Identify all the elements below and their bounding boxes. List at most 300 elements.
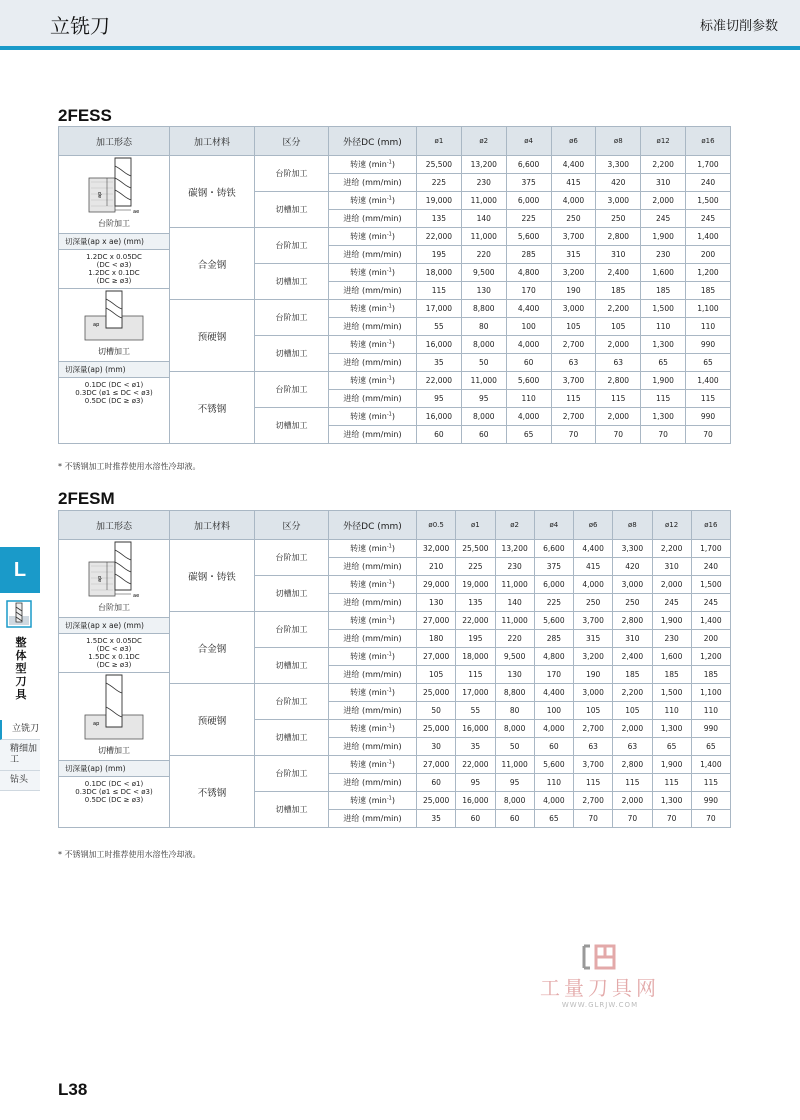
speed-value: 1,400 [686,228,731,246]
speed-value: 6,600 [506,156,551,174]
speed-value: 8,000 [495,792,534,810]
feed-value: 105 [613,702,652,720]
speed-value: 22,000 [456,756,495,774]
speed-value: 4,800 [534,648,573,666]
unit-superscript: -1 [386,759,392,766]
speed-value: 1,900 [652,756,691,774]
endmill-icon [6,600,32,628]
sidebar-vertical-char: 型 [15,662,27,675]
feed-value: 130 [461,282,506,300]
watermark-logo-icon [580,942,620,970]
material-cell: 预硬钢 [170,300,255,372]
feed-value: 185 [652,666,691,684]
feed-value: 70 [686,426,731,444]
feed-value: 230 [461,174,506,192]
side-milling-caption: 台阶加工 [98,219,130,228]
section-title-2fesm: 2FESM [58,489,115,508]
unit-superscript: -1 [386,375,392,382]
speed-value: 1,900 [641,372,686,390]
speed-value: 1,400 [686,372,731,390]
feed-value: 60 [417,774,456,792]
feed-value: 415 [551,174,596,192]
feed-value: 170 [506,282,551,300]
feed-value: 70 [641,426,686,444]
speed-value: 1,900 [641,228,686,246]
feed-value: 220 [461,246,506,264]
speed-value: 2,000 [652,576,691,594]
speed-value: 6,000 [506,192,551,210]
depth-line: 0.5DC (DC ≥ ø3) [84,796,144,804]
feed-value: 63 [551,354,596,372]
speed-value: 2,000 [613,792,652,810]
slot-depth-header: 切深量(ap) (mm) [59,760,169,777]
speed-value: 2,800 [613,612,652,630]
feed-value: 250 [551,210,596,228]
feed-value: 225 [456,558,495,576]
feed-value: 100 [534,702,573,720]
speed-value: 3,300 [596,156,641,174]
ap-label: ap [97,575,103,582]
feed-value: 310 [652,558,691,576]
speed-label: 转速 $(\min^{-1})$ [329,408,417,426]
speed-value: 1,500 [641,300,686,318]
speed-value: 18,000 [417,264,462,282]
feed-value: 115 [686,390,731,408]
ap-label: ap [93,322,100,328]
unit-superscript: -1 [386,723,392,730]
speed-value: 2,800 [613,756,652,774]
feed-value: 95 [456,774,495,792]
speed-value: 1,600 [652,648,691,666]
depth-line: 0.3DC (ø1 ≤ DC < ø3) [75,788,153,796]
feed-label: 进给 (mm/min) [329,210,417,228]
unit-superscript: -1 [386,267,392,274]
speed-value: 1,100 [691,684,730,702]
feed-value: 95 [417,390,462,408]
feed-value: 115 [596,390,641,408]
feed-value: 130 [417,594,456,612]
feed-value: 115 [574,774,613,792]
column-header: 区分 [255,511,329,540]
feed-value: 315 [551,246,596,264]
feed-label: 进给 (mm/min) [329,354,417,372]
cutting-table [58,126,731,444]
feed-value: 250 [574,594,613,612]
speed-value: 1,300 [641,408,686,426]
speed-value: 17,000 [417,300,462,318]
speed-value: 32,000 [417,540,456,558]
diameter-header: ø2 [461,127,506,156]
speed-value: 2,200 [613,684,652,702]
material-cell: 不锈钢 [170,372,255,444]
feed-value: 245 [652,594,691,612]
unit-superscript: -1 [386,687,392,694]
feed-value: 230 [641,246,686,264]
section-letter-tab[interactable]: L [0,547,40,593]
feed-value: 65 [686,354,731,372]
ap-label: ap [93,721,100,727]
diameter-header: ø12 [652,511,691,540]
feed-value: 285 [506,246,551,264]
feed-value: 115 [613,774,652,792]
speed-value: 1,300 [641,336,686,354]
speed-value: 5,600 [506,372,551,390]
column-header: 外径DC (mm) [329,127,417,156]
speed-value: 6,600 [534,540,573,558]
operation-cell: 切槽加工 [255,336,329,372]
feed-value: 185 [641,282,686,300]
speed-label: 转速 $(\min^{-1})$ [329,192,417,210]
diameter-header: ø2 [495,511,534,540]
ap-label: ap [97,191,103,198]
feed-value: 115 [456,666,495,684]
diameter-header: ø16 [691,511,730,540]
feed-value: 135 [417,210,462,228]
unit-superscript: -1 [386,159,392,166]
feed-value: 115 [652,774,691,792]
table-2fesm [58,510,730,828]
column-header: 加工材料 [170,127,255,156]
unit-superscript: -1 [386,339,392,346]
feed-value: 65 [534,810,573,828]
feed-value: 315 [574,630,613,648]
column-header: 外径DC (mm) [329,511,417,540]
feed-value: 310 [641,174,686,192]
feed-value: 105 [417,666,456,684]
depth-line: (DC ≥ ø3) [96,277,132,285]
speed-label: 转速 $(\min^{-1})$ [329,372,417,390]
depth-line: 0.1DC (DC < ø1) [84,780,144,788]
sidebar-vertical-char: 整 [15,636,27,649]
watermark [520,942,680,1009]
feed-value: 65 [652,738,691,756]
speed-value: 2,200 [641,156,686,174]
feed-value: 185 [691,666,730,684]
speed-value: 3,000 [596,192,641,210]
feed-value: 210 [417,558,456,576]
feed-value: 190 [574,666,613,684]
unit-superscript: -1 [386,579,392,586]
speed-value: 13,200 [495,540,534,558]
diameter-header: ø16 [686,127,731,156]
speed-value: 25,000 [417,720,456,738]
depth-line: 1.5DC x 0.05DC [86,637,142,645]
speed-value: 3,700 [574,612,613,630]
feed-value: 310 [596,246,641,264]
material-cell: 合金钢 [170,612,255,684]
speed-value: 1,300 [652,720,691,738]
table-row [59,540,731,558]
feed-value: 230 [652,630,691,648]
feed-value: 60 [506,354,551,372]
feed-value: 70 [691,810,730,828]
speed-label: 转速 $(\min^{-1})$ [329,684,417,702]
table-row [59,156,731,174]
speed-value: 4,400 [551,156,596,174]
operation-cell: 切槽加工 [255,720,329,756]
speed-label: 转速 $(\min^{-1})$ [329,156,417,174]
unit-superscript: -1 [386,615,392,622]
speed-label: 转速 $(\min^{-1})$ [329,336,417,354]
speed-value: 1,400 [691,612,730,630]
side-depth-values [59,634,169,672]
unit-superscript: -1 [386,303,392,310]
sidebar-item-endmill[interactable]: 立铣刀 [0,720,40,740]
speed-value: 4,000 [551,192,596,210]
feed-value: 195 [456,630,495,648]
feed-value: 200 [686,246,731,264]
feed-value: 110 [641,318,686,336]
feed-value: 63 [613,738,652,756]
feed-value: 60 [456,810,495,828]
feed-value: 230 [495,558,534,576]
material-cell: 不锈钢 [170,756,255,828]
feed-value: 240 [686,174,731,192]
depth-line: (DC ≥ ø3) [96,661,132,669]
speed-label: 转速 $(\min^{-1})$ [329,756,417,774]
feed-value: 50 [495,738,534,756]
speed-value: 11,000 [495,576,534,594]
feed-label: 进给 (mm/min) [329,558,417,576]
feed-value: 115 [417,282,462,300]
feed-value: 245 [691,594,730,612]
depth-line: 0.3DC (ø1 ≤ DC < ø3) [75,389,153,397]
feed-value: 185 [686,282,731,300]
feed-value: 110 [686,318,731,336]
speed-value: 2,000 [641,192,686,210]
page-subtitle: 标准切削参数 [699,19,778,34]
speed-value: 11,000 [495,612,534,630]
operation-cell: 台阶加工 [255,684,329,720]
speed-value: 2,000 [596,408,641,426]
feed-value: 190 [551,282,596,300]
speed-value: 990 [691,792,730,810]
speed-value: 2,000 [613,720,652,738]
speed-value: 3,700 [551,228,596,246]
feed-value: 285 [534,630,573,648]
feed-value: 135 [456,594,495,612]
speed-value: 3,000 [613,576,652,594]
diameter-header: ø1 [417,127,462,156]
column-header: 加工形态 [59,511,170,540]
feed-label: 进给 (mm/min) [329,594,417,612]
feed-value: 65 [691,738,730,756]
operation-cell: 切槽加工 [255,648,329,684]
speed-value: 990 [686,408,731,426]
operation-cell: 台阶加工 [255,300,329,336]
feed-value: 95 [461,390,506,408]
diameter-header: ø4 [534,511,573,540]
unit-superscript: -1 [386,795,392,802]
feed-value: 105 [596,318,641,336]
speed-value: 25,000 [417,792,456,810]
feed-value: 70 [596,426,641,444]
unit-superscript: -1 [386,195,392,202]
feed-value: 310 [613,630,652,648]
speed-value: 16,000 [417,336,462,354]
speed-value: 5,600 [534,756,573,774]
speed-value: 1,700 [691,540,730,558]
machining-shape-cell [59,156,170,444]
speed-value: 4,400 [534,684,573,702]
feed-value: 245 [686,210,731,228]
slot-depth-header: 切深量(ap) (mm) [59,361,169,378]
speed-value: 9,500 [461,264,506,282]
feed-value: 420 [596,174,641,192]
speed-value: 2,800 [596,372,641,390]
speed-value: 16,000 [456,792,495,810]
unit-superscript: -1 [386,411,392,418]
speed-value: 8,000 [461,336,506,354]
feed-value: 35 [417,810,456,828]
operation-cell: 台阶加工 [255,612,329,648]
speed-value: 5,600 [506,228,551,246]
diameter-header: ø8 [596,127,641,156]
speed-value: 4,000 [574,576,613,594]
speed-value: 1,200 [691,648,730,666]
speed-value: 4,000 [534,792,573,810]
slot-depth-values [59,378,169,408]
speed-value: 2,700 [574,792,613,810]
feed-value: 55 [456,702,495,720]
ae-label: ae [133,209,140,215]
feed-value: 80 [461,318,506,336]
speed-value: 4,400 [506,300,551,318]
slot-milling-caption: 切槽加工 [98,347,130,356]
diameter-header: ø12 [641,127,686,156]
depth-line: 0.5DC (DC ≥ ø3) [84,397,144,405]
feed-value: 115 [551,390,596,408]
material-cell: 碳钢・铸铁 [170,156,255,228]
diameter-header: ø0.5 [417,511,456,540]
feed-value: 50 [461,354,506,372]
operation-cell: 台阶加工 [255,228,329,264]
slot-depth-values [59,777,169,807]
depth-line: 1.5DC x 0.1DC [88,653,140,661]
unit-superscript: -1 [386,651,392,658]
depth-line: 1.2DC x 0.1DC [88,269,140,277]
sidebar-item-drill[interactable]: 钻头 [0,771,40,791]
feed-value: 60 [495,810,534,828]
speed-value: 3,000 [551,300,596,318]
feed-value: 35 [417,354,462,372]
speed-value: 9,500 [495,648,534,666]
column-header: 加工材料 [170,511,255,540]
speed-value: 8,800 [461,300,506,318]
material-cell: 合金钢 [170,228,255,300]
speed-value: 4,000 [506,336,551,354]
diameter-header: ø4 [506,127,551,156]
sidebar-vertical-char: 刀 [15,675,27,688]
sidebar-vertical-label [12,636,30,701]
feed-value: 70 [652,810,691,828]
feed-label: 进给 (mm/min) [329,810,417,828]
speed-label: 转速 $(\min^{-1})$ [329,540,417,558]
column-header: 加工形态 [59,127,170,156]
speed-value: 8,000 [461,408,506,426]
feed-value: 110 [652,702,691,720]
feed-value: 185 [596,282,641,300]
feed-value: 245 [641,210,686,228]
feed-value: 140 [495,594,534,612]
speed-label: 转速 $(\min^{-1})$ [329,228,417,246]
operation-cell: 台阶加工 [255,156,329,192]
speed-value: 2,400 [596,264,641,282]
feed-value: 195 [417,246,462,264]
sidebar-item-finishing[interactable]: 精细加工 [0,740,40,771]
material-cell: 碳钢・铸铁 [170,540,255,612]
speed-value: 1,900 [652,612,691,630]
feed-value: 63 [596,354,641,372]
shape-column [59,540,169,807]
feed-value: 35 [456,738,495,756]
feed-value: 170 [534,666,573,684]
speed-label: 转速 $(\min^{-1})$ [329,792,417,810]
speed-value: 19,000 [417,192,462,210]
speed-value: 2,200 [596,300,641,318]
feed-value: 225 [506,210,551,228]
feed-label: 进给 (mm/min) [329,774,417,792]
speed-value: 2,700 [551,408,596,426]
side-depth-header: 切深量(ap x ae) (mm) [59,233,169,250]
speed-value: 27,000 [417,648,456,666]
feed-value: 65 [641,354,686,372]
feed-label: 进给 (mm/min) [329,666,417,684]
speed-value: 8,000 [495,720,534,738]
operation-cell: 切槽加工 [255,192,329,228]
speed-value: 18,000 [456,648,495,666]
speed-value: 17,000 [456,684,495,702]
ae-label: ae [133,593,140,599]
speed-label: 转速 $(\min^{-1})$ [329,720,417,738]
sidebar-vertical-char: 体 [15,649,27,662]
speed-value: 3,200 [574,648,613,666]
header-accent-bar [0,46,800,50]
feed-value: 250 [613,594,652,612]
feed-value: 415 [574,558,613,576]
feed-value: 110 [506,390,551,408]
feed-value: 185 [613,666,652,684]
speed-value: 1,500 [686,192,731,210]
speed-value: 990 [691,720,730,738]
material-cell: 预硬钢 [170,684,255,756]
feed-value: 375 [534,558,573,576]
speed-value: 1,100 [686,300,731,318]
speed-value: 11,000 [461,228,506,246]
speed-label: 转速 $(\min^{-1})$ [329,300,417,318]
cutting-table [58,510,731,828]
note-2fesm: * 不锈钢加工时推荐使用水溶性冷却液。 [58,850,201,859]
speed-value: 2,000 [596,336,641,354]
speed-value: 27,000 [417,756,456,774]
feed-value: 70 [613,810,652,828]
shape-column [59,156,169,408]
feed-value: 250 [596,210,641,228]
operation-cell: 台阶加工 [255,372,329,408]
speed-value: 3,700 [551,372,596,390]
speed-value: 2,200 [652,540,691,558]
depth-line: 0.1DC (DC < ø1) [84,381,144,389]
speed-value: 4,800 [506,264,551,282]
speed-value: 16,000 [417,408,462,426]
speed-value: 25,000 [417,684,456,702]
feed-value: 65 [506,426,551,444]
feed-value: 55 [417,318,462,336]
page-title: 立铣刀 [50,14,110,38]
speed-value: 13,200 [461,156,506,174]
diameter-header: ø8 [613,511,652,540]
speed-value: 22,000 [417,372,462,390]
